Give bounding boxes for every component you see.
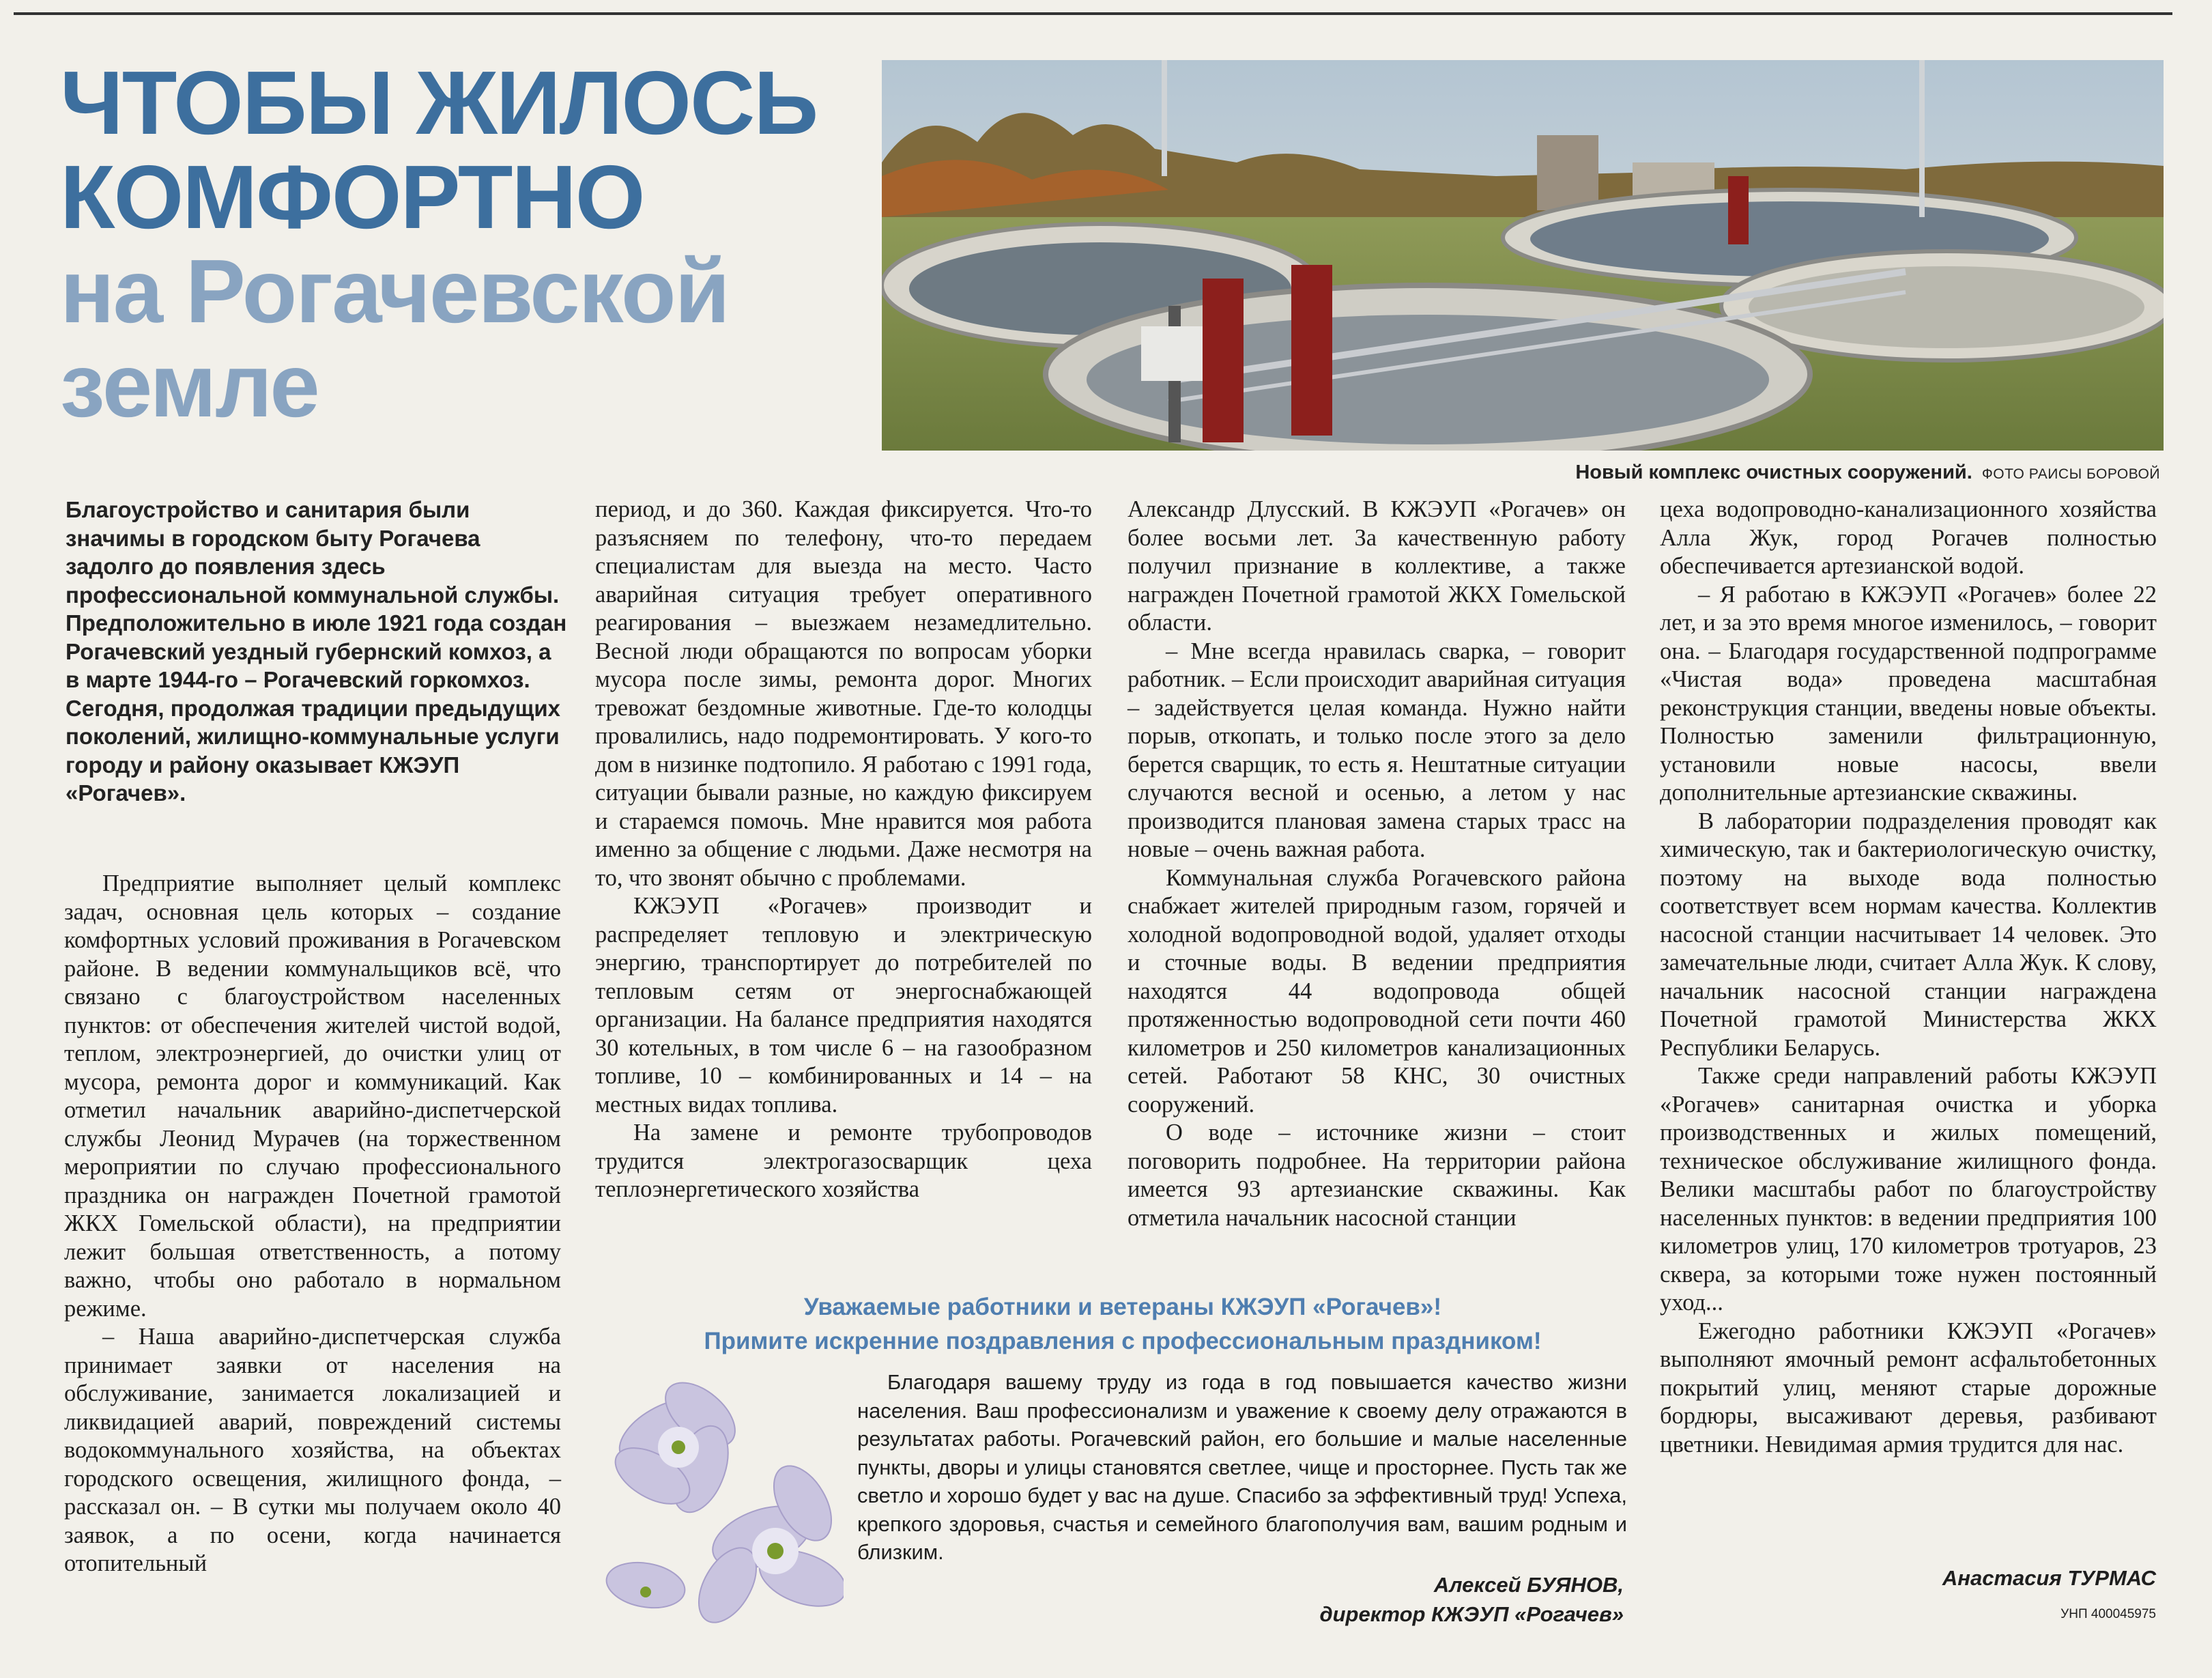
paragraph: В лаборатории подразделения проводят как химическую, так и бактериологическую очистку, поэтому на выходе вода полностью соответствует всем нормам качества. Коллектив насосной станции насчитывает 14 человек. Это замечательные люди, считает Алла Жук. К слову, начальник насосной станции награждена Почетной грамотой Министерства ЖКХ Республики Беларусь.	[1660, 808, 2157, 1061]
lead-paragraph: Благоустройство и санитария были значимы в городском быту Рогачева задолго до появления здесь профессиональной коммунальной службы. Предположительно в июле 1921 года создан Рогачевский уездный губернский комхоз, а в марте 1944-го – Рогачевский горкомхоз. Сегодня, продолжая традиции предыдущих поколений, жилищно-коммунальные услуги городу и району оказывает КЖЭУП «Рогачев».	[66, 497, 567, 806]
paragraph: Также среди направлений работы КЖЭУП «Рогачев» санитарная очистка и уборка производственных и жилых помещений, техническое обслуживание жилищного фонда. Велики масштабы работ по благоустройству населенных пунктов: в ведении предприятия 100 километров улиц, 170 километров тротуаров, 23 сквера, за которыми тоже нужен постоянный уход...	[1660, 1063, 2157, 1316]
paragraph: Александр Длусский. В КЖЭУП «Рогачев» он более восьми лет. За качественную работу получил признание в коллективе, а также награжден Почетной грамотой ЖКХ Гомельской области.	[1127, 496, 1626, 636]
paragraph: На замене и ремонте трубопроводов трудится электрогазосварщик цеха теплоэнергетического хозяйства	[595, 1120, 1092, 1202]
greeting-body: Благодаря вашему труду из года в год повышается качество жизни населения. Ваш профессионализм и уважение к своему делу отражаются в результатах работы. Рогачевский район, его большие и малые населенные пункты, дворы и улицы становятся светлее, чище и просторнее. Пусть так же светло и хорошо будет у вас на душе. Спасибо за эффективный труд! Успеха, крепкого здоровья, счастья и семейного благополучия вам, вашим родным и близким.	[857, 1370, 1627, 1564]
flowers-illustration	[598, 1367, 844, 1633]
paragraph: Коммунальная служба Рогачевского района снабжает жителей природным газом, горячей и холодной водопроводной водой, удаляет отходы и сточные воды. В ведении предприятия находятся 44 водопровода общей протяженностью водопроводной сети почти 460 километров и 250 километров канализационных сетей. Работают 58 КНС, 30 очистных сооружений.	[1127, 864, 1626, 1118]
paragraph: – Наша аварийно-диспетчерская служба принимает заявки от населения на обслуживание, занимается локализацией и ликвидацией аварий, повреждений системы водокоммунального хозяйства, на объектах городского освещения, жилищного фонда, – рассказал он. – В сутки мы получаем около 40 заявок, а по осени, когда начинается отопительный	[64, 1324, 561, 1576]
greeting-title	[601, 1290, 1645, 1359]
paragraph: – Мне всегда нравилась сварка, – говорит работник. – Если происходит аварийная ситуация – задействуется целая команда. Нужно найти порыв, откопать, и только после этого за дело берется сварщик, то есть я. Нештатные ситуации случаются весной и осенью, а летом у нас производится плановая замена старых трасс на новые – очень важная работа.	[1127, 638, 1626, 862]
signer-title: директор КЖЭУП «Рогачев»	[1319, 1602, 1624, 1626]
treatment-plant-photo	[882, 60, 2164, 451]
photo-credit: ФОТО РАИСЫ БОРОВОЙ	[1981, 466, 2160, 482]
greeting-title-line-2: Примите искренние поздравления с профессиональным праздником!	[704, 1328, 1542, 1354]
paragraph: – Я работаю в КЖЭУП «Рогачев» более 22 лет, и за это время многое изменилось, – говорит она. – Благодаря государственной подпрограмме «Чистая вода» проведена масштабная реконструкция станции, введены новые объекты. Полностью заменили фильтрационную, установили новые насосы, ввели дополнительные артезианские скважины.	[1660, 581, 2157, 806]
top-rule	[14, 12, 2172, 15]
paragraph: период, и до 360. Каждая фиксируется. Что-то разъясняем по телефону, что-то передаем специалистам для выезда на место. Часто аварийная ситуация требует оперативного реагирования – выезжаем незамедлительно. Весной люди обращаются по вопросам уборки мусора после зимы, ремонта дорог. Многих тревожат бездомные животные. Где-то колодцы провалились, надо подремонтировать. У кого-то дом в низинке подтопило. Я работаю с 1991 года, ситуации бывали разные, но каждую фиксируем и стараемся помочь. Мне нравится моя работа именно за общение с людьми. Даже несмотря на то, что звонят обычно с проблемами.	[595, 496, 1092, 891]
headline	[60, 53, 879, 436]
paragraph: Предприятие выполняет целый комплекс задач, основная цель которых – создание комфортных условий проживания в Рогачевском районе. В ведении коммунальщиков всё, что связано с благоустройством населенных пунктов: от обеспечения жителей чистой водой, теплом, электроэнергией, до очистки улиц от мусора, ремонта дорог и коммуникаций. Как отметил начальник аварийно-диспетчерской службы Леонид Мурачев (на торжественном мероприятии по случаю профессионального праздника он награжден Почетной грамотой ЖКХ Гомельской области), на предприятии лежит большая ответственность, а потому важно, чтобы оно работало в нормальном режиме.	[64, 870, 561, 1322]
greeting-title-line-1: Уважаемые работники и ветераны КЖЭУП «Рогачев»!	[803, 1294, 1442, 1320]
headline-line-4: земле	[60, 335, 319, 436]
article-author: Анастасия ТУРМАС	[1942, 1566, 2156, 1590]
paragraph: КЖЭУП «Рогачев» производит и распределяет тепловую и электрическую энергию, транспортирует до потребителей по тепловым сетям от энергоснабжающей организации. На балансе предприятия находятся 30 котельных, в том числе 6 – на газообразном топливе, 10 – комбинированных и 14 – на местных видах топлива.	[595, 893, 1092, 1118]
paragraph: Ежегодно работники КЖЭУП «Рогачев» выполняют ямочный ремонт асфальтобетонных покрытий улиц, меняют старые дорожные бордюры, высаживают деревья, разбивают цветники. Невидимая армия трудится для нас.	[1660, 1318, 2157, 1457]
paragraph: цеха водопроводно-канализационного хозяйства Алла Жук, город Рогачев полностью обеспечивается артезианской водой.	[1660, 496, 2157, 579]
photo-caption-text: Новый комплекс очистных сооружений.	[1575, 461, 1972, 483]
paragraph: О воде – источнике жизни – стоит поговорить подробнее. На территории района имеется 93 артезианские скважины. Как отметила начальник насосной станции	[1127, 1120, 1626, 1231]
headline-line-2: КОМФОРТНО	[60, 147, 644, 247]
headline-line-3: на Рогачевской	[60, 241, 729, 341]
unp-number: УНП 400045975	[2060, 1607, 2156, 1621]
signer-name: Алексей БУЯНОВ,	[1433, 1573, 1624, 1597]
greeting-signature	[1319, 1570, 1624, 1629]
article-column-1	[64, 870, 561, 1578]
article-column-3	[1127, 496, 1626, 1232]
photo-caption	[1575, 461, 2160, 484]
article-column-2	[595, 496, 1092, 1204]
headline-line-1: ЧТОБЫ ЖИЛОСЬ	[60, 53, 818, 153]
article-column-4	[1660, 496, 2157, 1459]
